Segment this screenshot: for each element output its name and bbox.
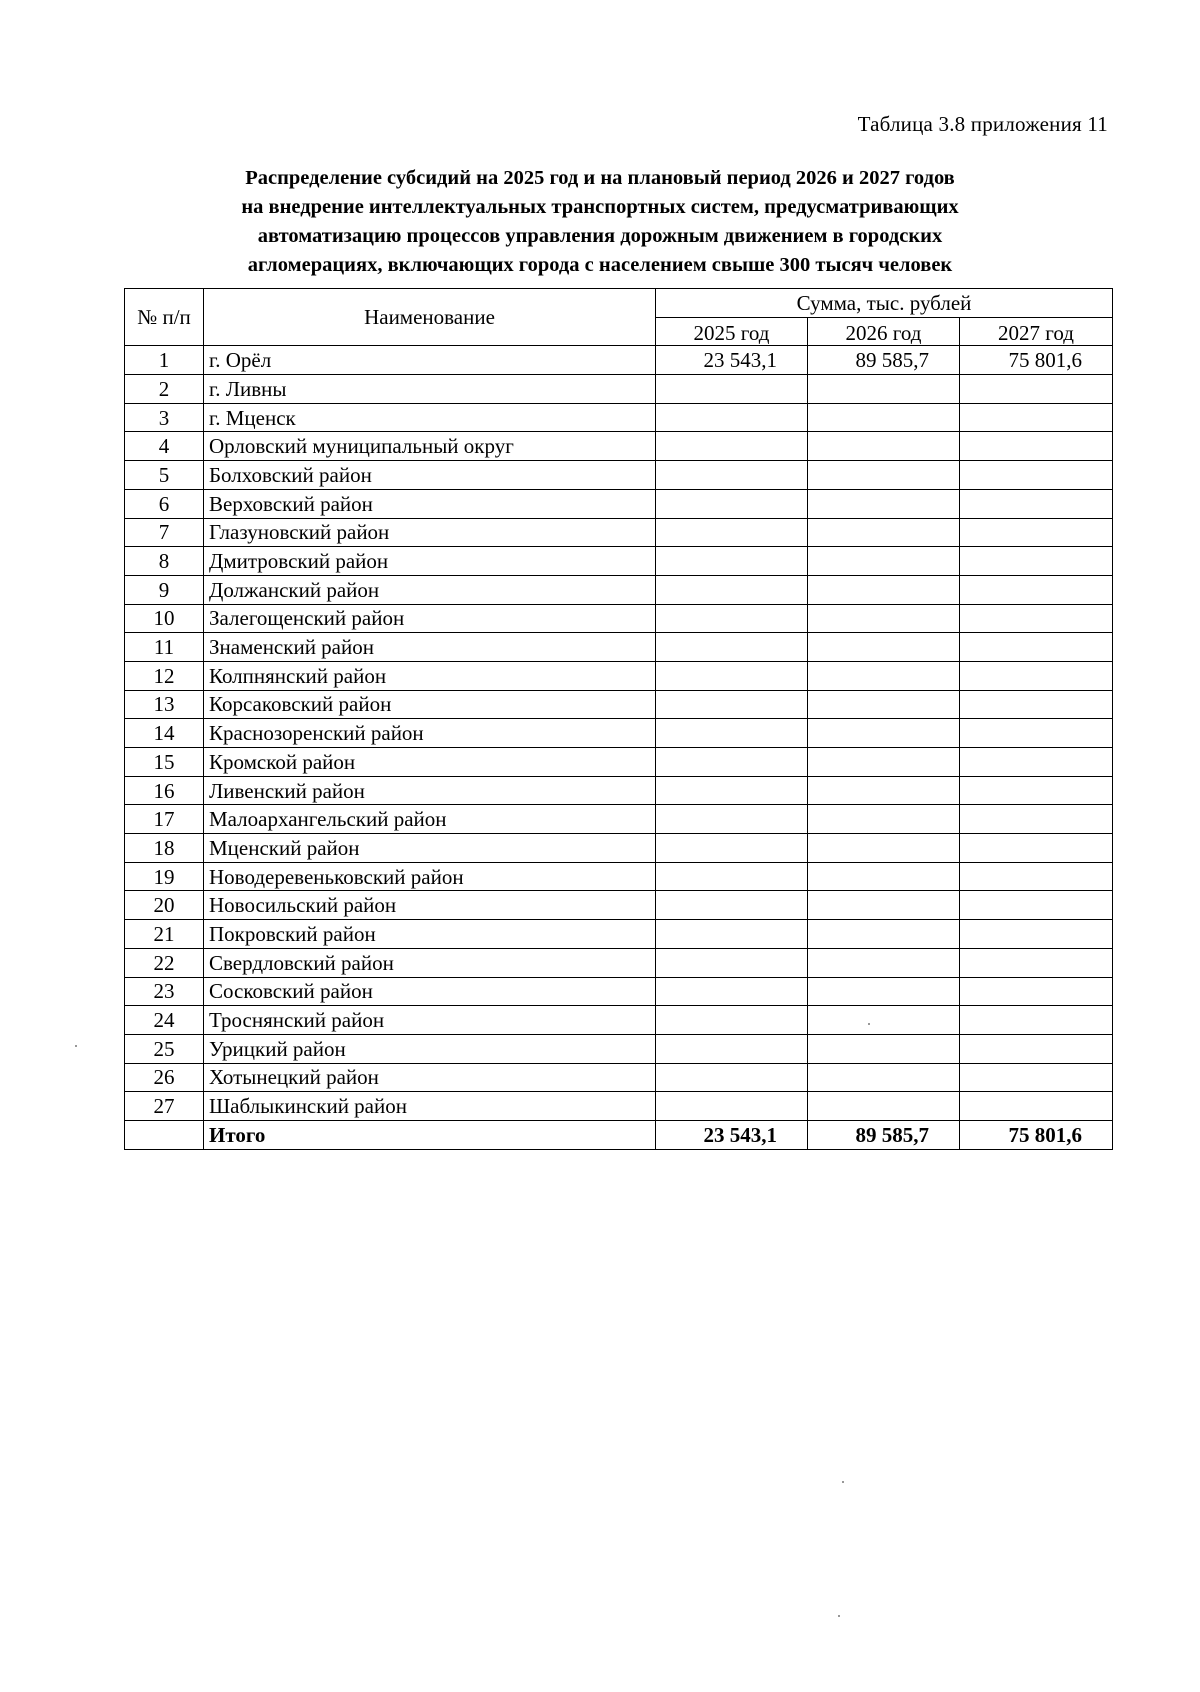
row-number: 4 <box>125 432 204 461</box>
table-row <box>125 748 1113 777</box>
row-value-2025 <box>656 977 808 1006</box>
row-value-2027 <box>960 719 1113 748</box>
table-row <box>125 805 1113 834</box>
header-year-2026: 2026 год <box>808 317 960 346</box>
row-name: Знаменский район <box>204 633 656 662</box>
row-number: 9 <box>125 575 204 604</box>
row-name: Должанский район <box>204 575 656 604</box>
table-row <box>125 834 1113 863</box>
row-value-2027 <box>960 403 1113 432</box>
row-value-2025 <box>656 719 808 748</box>
table-row <box>125 920 1113 949</box>
row-number: 15 <box>125 748 204 777</box>
header-name: Наименование <box>204 289 656 346</box>
row-value-2027 <box>960 575 1113 604</box>
row-name: г. Ливны <box>204 375 656 404</box>
table-row <box>125 1092 1113 1121</box>
row-value-2027 <box>960 661 1113 690</box>
row-number: 19 <box>125 862 204 891</box>
row-value-2025 <box>656 920 808 949</box>
row-value-2026 <box>808 1006 960 1035</box>
row-name: Новодеревеньковский район <box>204 862 656 891</box>
row-value-2025 <box>656 690 808 719</box>
row-number: 26 <box>125 1063 204 1092</box>
row-number: 25 <box>125 1034 204 1063</box>
table-header <box>125 289 1113 346</box>
row-value-2025 <box>656 834 808 863</box>
title-line: Распределение субсидий на 2025 год и на плановый период 2026 и 2027 годов <box>245 167 955 189</box>
row-name: Ливенский район <box>204 776 656 805</box>
row-value-2027 <box>960 891 1113 920</box>
table-footer <box>125 1120 1113 1149</box>
row-value-2026 <box>808 403 960 432</box>
row-number: 21 <box>125 920 204 949</box>
row-value-2026 <box>808 432 960 461</box>
row-name: Хотынецкий район <box>204 1063 656 1092</box>
row-number: 23 <box>125 977 204 1006</box>
row-value-2026 <box>808 547 960 576</box>
row-name: Дмитровский район <box>204 547 656 576</box>
row-value-2027 <box>960 547 1113 576</box>
row-value-2027 <box>960 518 1113 547</box>
table-row <box>125 948 1113 977</box>
table-row <box>125 461 1113 490</box>
table-row <box>125 547 1113 576</box>
row-value-2027 <box>960 862 1113 891</box>
total-label: Итого <box>204 1120 656 1149</box>
row-value-2026 <box>808 1063 960 1092</box>
row-name: Колпнянский район <box>204 661 656 690</box>
total-number-cell <box>125 1120 204 1149</box>
total-2027: 75 801,6 <box>960 1120 1113 1149</box>
table-reference: Таблица 3.8 приложения 11 <box>857 112 1108 136</box>
scan-speck <box>842 1481 844 1483</box>
row-number: 12 <box>125 661 204 690</box>
row-value-2027 <box>960 461 1113 490</box>
title-line: автоматизацию процессов управления дорожным движением в городских <box>257 225 943 247</box>
table-row <box>125 575 1113 604</box>
row-number: 2 <box>125 375 204 404</box>
row-value-2026 <box>808 690 960 719</box>
row-value-2027 <box>960 375 1113 404</box>
row-name: Болховский район <box>204 461 656 490</box>
title-line: агломерациях, включающих города с населением свыше 300 тысяч человек <box>247 254 953 276</box>
row-name: г. Орёл <box>204 346 656 375</box>
row-name: Орловский муниципальный округ <box>204 432 656 461</box>
row-value-2025 <box>656 432 808 461</box>
table-row <box>125 1034 1113 1063</box>
row-value-2027 <box>960 1006 1113 1035</box>
row-value-2026 <box>808 489 960 518</box>
row-name: Малоархангельский район <box>204 805 656 834</box>
row-value-2025 <box>656 547 808 576</box>
row-value-2026 <box>808 461 960 490</box>
row-number: 17 <box>125 805 204 834</box>
row-number: 13 <box>125 690 204 719</box>
row-value-2027 <box>960 690 1113 719</box>
row-name: Троснянский район <box>204 1006 656 1035</box>
row-value-2026 <box>808 805 960 834</box>
row-number: 7 <box>125 518 204 547</box>
scan-speck <box>838 1615 840 1617</box>
row-value-2025 <box>656 489 808 518</box>
row-value-2025 <box>656 661 808 690</box>
total-row <box>125 1120 1113 1149</box>
row-name: Мценский район <box>204 834 656 863</box>
row-value-2025 <box>656 748 808 777</box>
row-number: 24 <box>125 1006 204 1035</box>
row-value-2025 <box>656 862 808 891</box>
row-value-2026 <box>808 604 960 633</box>
table-row <box>125 1006 1113 1035</box>
row-name: Корсаковский район <box>204 690 656 719</box>
row-value-2025 <box>656 375 808 404</box>
row-number: 3 <box>125 403 204 432</box>
row-value-2027 <box>960 489 1113 518</box>
row-value-2025 <box>656 1063 808 1092</box>
row-value-2025 <box>656 403 808 432</box>
row-value-2025 <box>656 891 808 920</box>
row-value-2026 <box>808 977 960 1006</box>
row-value-2027 <box>960 834 1113 863</box>
table-row <box>125 862 1113 891</box>
row-value-2026 <box>808 891 960 920</box>
row-name: Свердловский район <box>204 948 656 977</box>
table-row <box>125 977 1113 1006</box>
row-value-2026 <box>808 375 960 404</box>
row-value-2027 <box>960 1092 1113 1121</box>
table-body <box>125 346 1113 1121</box>
row-value-2026: 89 585,7 <box>808 346 960 375</box>
row-number: 5 <box>125 461 204 490</box>
row-value-2026 <box>808 518 960 547</box>
row-value-2026 <box>808 862 960 891</box>
row-value-2025 <box>656 604 808 633</box>
row-number: 22 <box>125 948 204 977</box>
row-value-2027 <box>960 604 1113 633</box>
row-name: Краснозоренский район <box>204 719 656 748</box>
row-value-2025 <box>656 575 808 604</box>
subsidy-table <box>124 288 1113 1150</box>
row-name: Покровский район <box>204 920 656 949</box>
row-value-2026 <box>808 834 960 863</box>
row-value-2027 <box>960 920 1113 949</box>
row-number: 10 <box>125 604 204 633</box>
row-value-2025 <box>656 948 808 977</box>
header-row <box>125 289 1113 318</box>
row-name: Глазуновский район <box>204 518 656 547</box>
table-row <box>125 518 1113 547</box>
row-value-2025 <box>656 1092 808 1121</box>
row-value-2026 <box>808 920 960 949</box>
total-2026: 89 585,7 <box>808 1120 960 1149</box>
row-value-2025 <box>656 633 808 662</box>
row-value-2026 <box>808 1092 960 1121</box>
total-2025: 23 543,1 <box>656 1120 808 1149</box>
row-value-2025 <box>656 1034 808 1063</box>
table-row <box>125 891 1113 920</box>
row-name: г. Мценск <box>204 403 656 432</box>
table-row <box>125 719 1113 748</box>
row-number: 18 <box>125 834 204 863</box>
row-value-2025 <box>656 776 808 805</box>
row-value-2027 <box>960 977 1113 1006</box>
table-row <box>125 661 1113 690</box>
table-row <box>125 432 1113 461</box>
row-value-2026 <box>808 776 960 805</box>
row-value-2027: 75 801,6 <box>960 346 1113 375</box>
row-name: Сосковский район <box>204 977 656 1006</box>
title-line: на внедрение интеллектуальных транспортных систем, предусматривающих <box>241 196 959 218</box>
row-name: Новосильский район <box>204 891 656 920</box>
table-row <box>125 489 1113 518</box>
row-name: Залегощенский район <box>204 604 656 633</box>
row-value-2027 <box>960 948 1113 977</box>
row-number: 8 <box>125 547 204 576</box>
row-value-2025 <box>656 518 808 547</box>
row-name: Верховский район <box>204 489 656 518</box>
header-year-2027: 2027 год <box>960 317 1113 346</box>
table-row <box>125 690 1113 719</box>
row-number: 27 <box>125 1092 204 1121</box>
row-value-2027 <box>960 748 1113 777</box>
table-row <box>125 604 1113 633</box>
row-value-2027 <box>960 805 1113 834</box>
row-value-2027 <box>960 776 1113 805</box>
row-name: Кромской район <box>204 748 656 777</box>
scan-speck <box>868 1023 870 1025</box>
row-number: 14 <box>125 719 204 748</box>
row-name: Шаблыкинский район <box>204 1092 656 1121</box>
row-value-2027 <box>960 1063 1113 1092</box>
row-number: 16 <box>125 776 204 805</box>
row-value-2027 <box>960 1034 1113 1063</box>
table-row <box>125 375 1113 404</box>
row-number: 6 <box>125 489 204 518</box>
header-sum: Сумма, тыс. рублей <box>656 289 1113 318</box>
row-value-2026 <box>808 661 960 690</box>
row-name: Урицкий район <box>204 1034 656 1063</box>
row-value-2027 <box>960 633 1113 662</box>
row-number: 1 <box>125 346 204 375</box>
table-row <box>125 346 1113 375</box>
row-value-2026 <box>808 948 960 977</box>
scan-speck <box>75 1045 77 1047</box>
header-number: № п/п <box>125 289 204 346</box>
row-number: 20 <box>125 891 204 920</box>
table-row <box>125 403 1113 432</box>
row-value-2025: 23 543,1 <box>656 346 808 375</box>
table-row <box>125 1063 1113 1092</box>
document-title <box>150 164 1050 280</box>
row-value-2026 <box>808 719 960 748</box>
row-number: 11 <box>125 633 204 662</box>
row-value-2026 <box>808 633 960 662</box>
row-value-2025 <box>656 1006 808 1035</box>
row-value-2026 <box>808 748 960 777</box>
table-row <box>125 776 1113 805</box>
row-value-2025 <box>656 461 808 490</box>
header-year-2025: 2025 год <box>656 317 808 346</box>
row-value-2025 <box>656 805 808 834</box>
table-row <box>125 633 1113 662</box>
row-value-2026 <box>808 575 960 604</box>
row-value-2027 <box>960 432 1113 461</box>
row-value-2026 <box>808 1034 960 1063</box>
